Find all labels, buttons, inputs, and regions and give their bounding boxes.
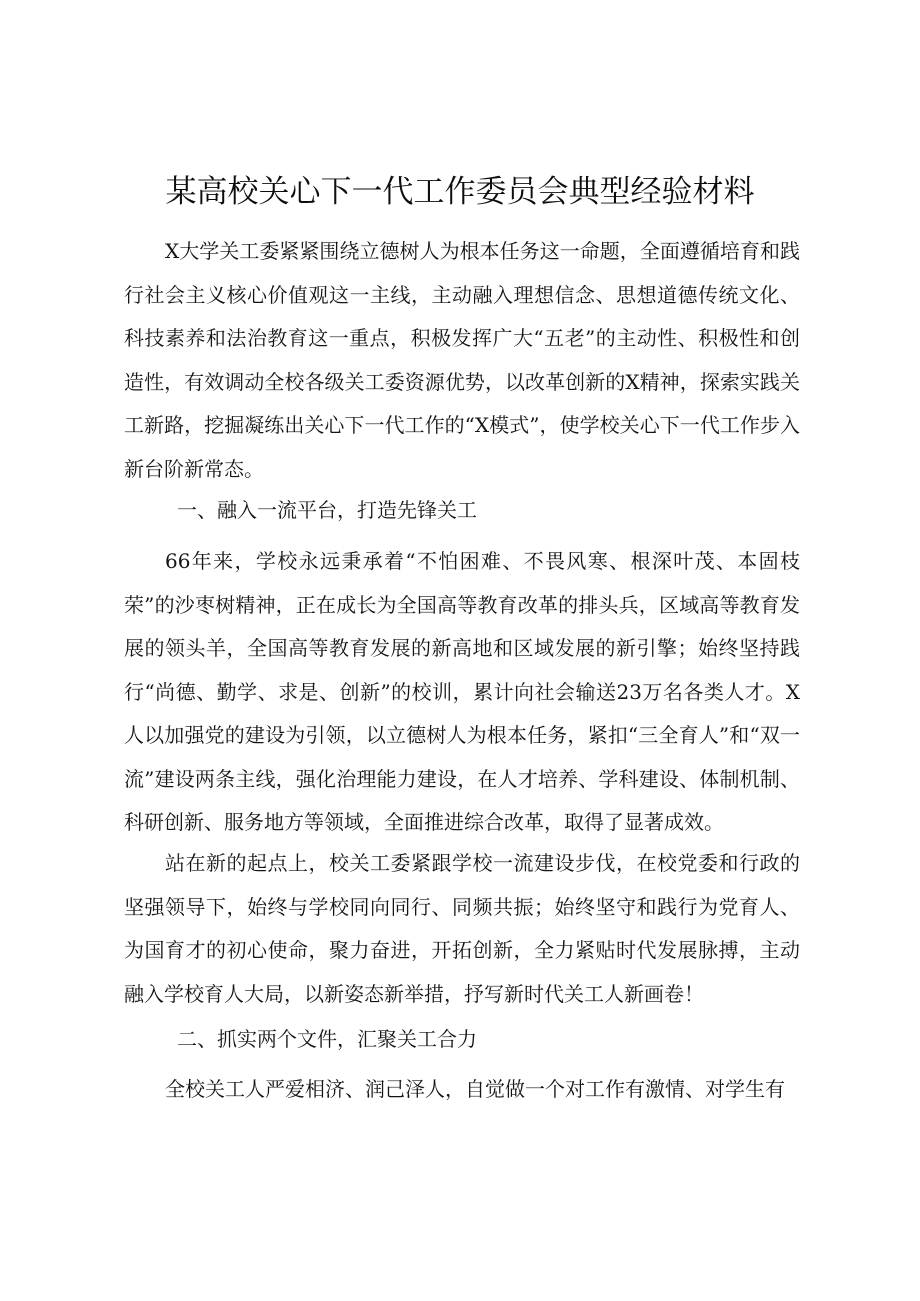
- section-heading-2: 二、抓实两个文件，汇聚关工合力: [177, 1027, 477, 1051]
- section2-paragraph-1: 全校关工人严爱相济、润己泽人，自觉做一个对工作有激情、对学生有: [165, 1077, 785, 1101]
- intro-paragraph: X大学关工委紧紧围绕立德树人为根本任务这一命题，全面遵循培育和践行社会主义核心价值观这一主线，主动融入理想信念、思想道德传统文化、科技素养和法治教育这一重点，积极发挥广大“五老”的主动性、积极性和创造性，有效调动全校各级关工委资源优势，以改革创新的X精神，探索实践关工新路，挖掘凝练出关心下一代工作的“X模式”，使学校关心下一代工作步入新台阶新常态。: [124, 239, 800, 481]
- section1-paragraph-1: 66年来，学校永远秉承着“不怕困难、不畏风寒、根深叶茂、本固枝荣”的沙枣树精神，正在成长为全国高等教育改革的排头兵，区域高等教育发展的领头羊，全国高等教育发展的新高地和区域发展的新引擎；始终坚持践行“尚德、勤学、求是、创新”的校训，累计向社会输送23万名各类人才。X人以加强党的建设为引领，以立德树人为根本任务，紧扣“三全育人”和“双一流”建设两条主线，强化治理能力建设，在人才培养、学科建设、体制机制、科研创新、服务地方等领域，全面推进综合改革，取得了显著成效。: [124, 549, 800, 834]
- section-heading-1: 一、融入一流平台，打造先锋关工: [177, 498, 477, 522]
- section1-paragraph-2: 站在新的起点上，校关工委紧跟学校一流建设步伐，在校党委和行政的坚强领导下，始终与学校同向同行、同频共振；始终坚守和践行为党育人、为国育才的初心使命，聚力奋进，开拓创新，全力紧贴时代发展脉搏，主动融入学校育人大局，以新姿态新举措，抒写新时代关工人新画卷！: [124, 851, 800, 1006]
- document-title: 某高校关心下一代工作委员会典型经验材料: [165, 174, 755, 210]
